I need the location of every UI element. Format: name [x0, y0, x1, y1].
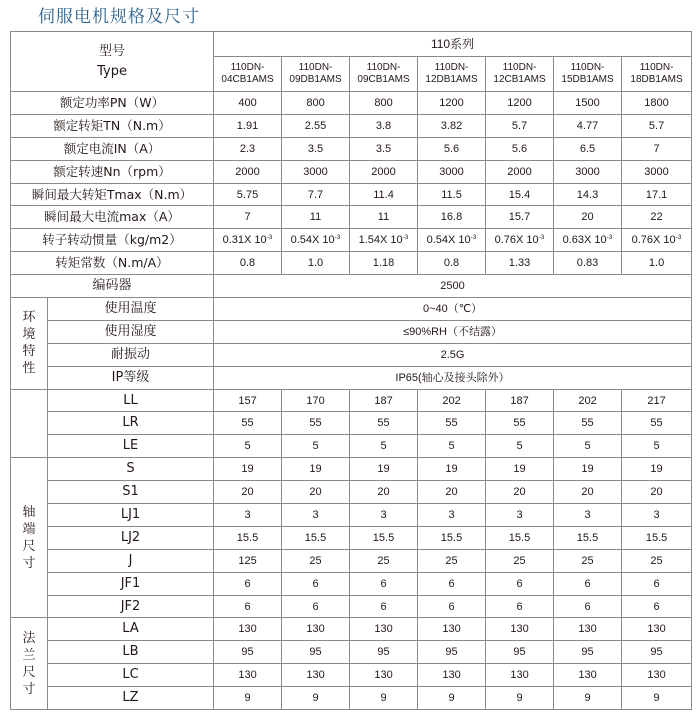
value-cell: 55: [214, 412, 282, 435]
value-cell: 125: [214, 549, 282, 572]
value-cell: 3: [486, 504, 554, 527]
value-cell: 19: [418, 458, 486, 481]
model-name-line1: 110DN-: [230, 62, 265, 73]
inertia-base: 0.76X 10: [494, 234, 539, 247]
value-cell: 3.5: [350, 137, 418, 160]
inertia-exponent: -3: [266, 234, 273, 242]
value-cell: 130: [418, 664, 486, 687]
value-cell: 55: [554, 412, 622, 435]
value-cell: 170: [282, 389, 350, 412]
inertia-base: 0.76X 10: [631, 234, 676, 247]
row-label: 瞬间最大电流max（A）: [11, 206, 214, 229]
value-cell: 20: [554, 481, 622, 504]
value-cell: 15.4: [486, 183, 554, 206]
model-name-cell: [622, 57, 692, 92]
row-label: LL: [48, 389, 214, 412]
value-cell: 9: [282, 687, 350, 710]
value-cell: 1200: [418, 92, 486, 115]
length-row: [11, 389, 692, 412]
value-cell: [622, 229, 692, 252]
model-name-line1: 110DN-: [366, 62, 401, 73]
row-label: 额定电流IN（A）: [11, 137, 214, 160]
value-cell: 20: [418, 481, 486, 504]
model-name-line2: 04CB1AMS: [221, 74, 274, 85]
value-cell: 11: [282, 206, 350, 229]
value-cell: 0.8: [214, 252, 282, 275]
value-cell: 7.7: [282, 183, 350, 206]
row-label: 耐振动: [48, 343, 214, 366]
shaft-row: [11, 458, 692, 481]
page-title: 伺服电机规格及尺寸: [38, 7, 200, 27]
row-label: LZ: [48, 687, 214, 710]
value-cell: 25: [282, 549, 350, 572]
value-cell: 20: [282, 481, 350, 504]
value-cell: 55: [282, 412, 350, 435]
value-cell: 400: [214, 92, 282, 115]
model-name-cell: [554, 57, 622, 92]
group-label-char: 法: [22, 630, 36, 646]
group-label-char: 端: [22, 521, 36, 537]
group-label-char: 尺: [22, 538, 36, 554]
type-header-cell: [11, 32, 214, 92]
value-cell: 19: [554, 458, 622, 481]
value-cell: 9: [418, 687, 486, 710]
group-label-char: 特: [22, 344, 36, 360]
value-cell: 3.8: [350, 114, 418, 137]
value-cell: 6: [214, 595, 282, 618]
value-cell: 16.8: [418, 206, 486, 229]
value-cell: 130: [418, 618, 486, 641]
value-cell: [554, 229, 622, 252]
value-cell: 55: [486, 412, 554, 435]
flange-group-label: [11, 618, 48, 710]
value-cell: 25: [350, 549, 418, 572]
model-name-cell: [282, 57, 350, 92]
value-cell: 15.5: [214, 526, 282, 549]
model-name-cell: [486, 57, 554, 92]
value-cell: 20: [350, 481, 418, 504]
value-cell: 6: [622, 572, 692, 595]
value-cell: 0.83: [554, 252, 622, 275]
inertia-exponent: -3: [538, 234, 545, 242]
model-name-line2: 12CB1AMS: [493, 74, 546, 85]
row-label: 转子转动惯量（kg/m2）: [11, 229, 214, 252]
value-cell: 3000: [418, 160, 486, 183]
row-label: JF2: [48, 595, 214, 618]
value-cell: 1800: [622, 92, 692, 115]
flange-row: [11, 618, 692, 641]
value-cell: 6: [554, 572, 622, 595]
shaft-row: [11, 595, 692, 618]
model-name-line2: 15DB1AMS: [561, 74, 614, 85]
value-cell: 1.0: [282, 252, 350, 275]
inertia-exponent: -3: [675, 234, 682, 242]
value-cell: 2.5G: [214, 343, 692, 366]
value-cell: 2000: [486, 160, 554, 183]
header-row: [11, 32, 692, 57]
value-cell: 130: [350, 664, 418, 687]
value-cell: 95: [214, 641, 282, 664]
blank-group-cell: [11, 389, 48, 458]
value-cell: 3: [622, 504, 692, 527]
value-cell: 11.5: [418, 183, 486, 206]
value-cell: 187: [486, 389, 554, 412]
group-label-char: 轴: [22, 504, 36, 520]
electrical-row: [11, 114, 692, 137]
value-cell: 5.6: [418, 137, 486, 160]
row-label: 使用湿度: [48, 320, 214, 343]
group-label-char: 寸: [22, 555, 36, 571]
row-label: LJ1: [48, 504, 214, 527]
value-cell: 22: [622, 206, 692, 229]
inertia-exponent: -3: [334, 234, 341, 242]
value-cell: 3: [554, 504, 622, 527]
value-cell: 7: [214, 206, 282, 229]
value-cell: 5: [214, 435, 282, 458]
flange-row: [11, 664, 692, 687]
value-cell: 130: [486, 664, 554, 687]
row-label: J: [48, 549, 214, 572]
value-cell: 5.7: [486, 114, 554, 137]
value-cell: 25: [622, 549, 692, 572]
row-label: LA: [48, 618, 214, 641]
inertia-exponent: -3: [606, 234, 613, 242]
shaft-row: [11, 481, 692, 504]
value-cell: 6: [350, 595, 418, 618]
electrical-row: [11, 137, 692, 160]
value-cell: 130: [282, 618, 350, 641]
value-cell: [486, 229, 554, 252]
type-header-cn: 型号: [99, 43, 126, 59]
value-cell: 5: [282, 435, 350, 458]
value-cell: 130: [622, 664, 692, 687]
value-cell: 2000: [350, 160, 418, 183]
electrical-row: [11, 183, 692, 206]
environment-group-label: [11, 298, 48, 390]
value-cell: 6: [282, 572, 350, 595]
value-cell: 1.91: [214, 114, 282, 137]
value-cell: 15.5: [554, 526, 622, 549]
flange-row: [11, 687, 692, 710]
inertia-base: 0.31X 10: [222, 234, 267, 247]
value-cell: 55: [622, 412, 692, 435]
value-cell: 217: [622, 389, 692, 412]
value-cell: 20: [554, 206, 622, 229]
value-cell: [350, 229, 418, 252]
row-label: S: [48, 458, 214, 481]
value-cell: 202: [554, 389, 622, 412]
environment-row: [11, 320, 692, 343]
inertia-base: 1.54X 10: [358, 234, 403, 247]
value-cell: 95: [350, 641, 418, 664]
row-label: 额定功率PN（W）: [11, 92, 214, 115]
value-cell: 3000: [622, 160, 692, 183]
value-cell: 2000: [214, 160, 282, 183]
value-cell: 5.6: [486, 137, 554, 160]
value-cell: [418, 229, 486, 252]
model-name-line2: 09CB1AMS: [357, 74, 410, 85]
row-label: IP等级: [48, 366, 214, 389]
shaft-row: [11, 526, 692, 549]
value-cell: 130: [622, 618, 692, 641]
row-label: LE: [48, 435, 214, 458]
model-name-line1: 110DN-: [639, 62, 674, 73]
value-cell: 7: [622, 137, 692, 160]
value-cell: 5: [418, 435, 486, 458]
model-name-line2: 12DB1AMS: [425, 74, 478, 85]
value-cell: 25: [554, 549, 622, 572]
inertia-exponent: -3: [470, 234, 477, 242]
value-cell: 130: [554, 618, 622, 641]
value-cell: 19: [214, 458, 282, 481]
value-cell: 95: [622, 641, 692, 664]
type-header-en: Type: [97, 63, 127, 79]
value-cell: 3: [282, 504, 350, 527]
value-cell: 6: [486, 595, 554, 618]
environment-row: [11, 366, 692, 389]
length-row: [11, 412, 692, 435]
value-cell: 202: [418, 389, 486, 412]
electrical-row: [11, 92, 692, 115]
value-cell: 2.3: [214, 137, 282, 160]
value-cell: 9: [214, 687, 282, 710]
value-cell: 95: [554, 641, 622, 664]
value-cell: 15.5: [282, 526, 350, 549]
row-label: S1: [48, 481, 214, 504]
value-cell: 1.18: [350, 252, 418, 275]
row-label: 瞬间最大转矩Tmax（N.m）: [11, 183, 214, 206]
value-cell: 3000: [282, 160, 350, 183]
value-cell: 6: [486, 572, 554, 595]
value-cell: 20: [214, 481, 282, 504]
value-cell: 20: [486, 481, 554, 504]
value-cell: 5: [486, 435, 554, 458]
value-cell: 3.82: [418, 114, 486, 137]
group-label-char: 环: [22, 310, 36, 326]
value-cell: 15.5: [622, 526, 692, 549]
value-cell: 5: [554, 435, 622, 458]
value-cell: 2500: [214, 275, 692, 298]
group-label-char: 境: [22, 327, 36, 343]
value-cell: 130: [214, 664, 282, 687]
row-label: LR: [48, 412, 214, 435]
value-cell: 3: [418, 504, 486, 527]
row-label: 使用温度: [48, 298, 214, 321]
torque-constant-row: [11, 252, 692, 275]
model-name-line1: 110DN-: [502, 62, 537, 73]
value-cell: 6: [282, 595, 350, 618]
value-cell: 1200: [486, 92, 554, 115]
model-name-line2: 18DB1AMS: [630, 74, 683, 85]
value-cell: 6.5: [554, 137, 622, 160]
value-cell: 95: [418, 641, 486, 664]
value-cell: ≤90%RH（不结露）: [214, 320, 692, 343]
value-cell: 187: [350, 389, 418, 412]
value-cell: 15.7: [486, 206, 554, 229]
row-label: 额定转速Nn（rpm）: [11, 160, 214, 183]
value-cell: 157: [214, 389, 282, 412]
value-cell: 130: [350, 618, 418, 641]
value-cell: 2.55: [282, 114, 350, 137]
model-name-cell: [214, 57, 282, 92]
value-cell: [282, 229, 350, 252]
spec-table: [10, 31, 692, 710]
group-label-char: 寸: [22, 681, 36, 697]
value-cell: 5: [350, 435, 418, 458]
value-cell: 95: [282, 641, 350, 664]
inertia-base: 0.63X 10: [562, 234, 607, 247]
value-cell: 15.5: [350, 526, 418, 549]
shaft-row: [11, 504, 692, 527]
group-label-char: 尺: [22, 664, 36, 680]
model-name-line2: 09DB1AMS: [289, 74, 342, 85]
row-label: 额定转矩TN（N.m）: [11, 114, 214, 137]
value-cell: 55: [418, 412, 486, 435]
model-name-cell: [350, 57, 418, 92]
value-cell: 5.75: [214, 183, 282, 206]
model-name-cell: [418, 57, 486, 92]
value-cell: 15.5: [486, 526, 554, 549]
value-cell: [214, 229, 282, 252]
length-row: [11, 435, 692, 458]
value-cell: 17.1: [622, 183, 692, 206]
electrical-row: [11, 160, 692, 183]
value-cell: 20: [622, 481, 692, 504]
value-cell: 0.8: [418, 252, 486, 275]
value-cell: 9: [486, 687, 554, 710]
environment-row: [11, 298, 692, 321]
row-label: LJ2: [48, 526, 214, 549]
value-cell: 1.0: [622, 252, 692, 275]
value-cell: 3.5: [282, 137, 350, 160]
value-cell: 130: [214, 618, 282, 641]
environment-row: [11, 343, 692, 366]
model-name-line1: 110DN-: [298, 62, 333, 73]
value-cell: 15.5: [418, 526, 486, 549]
inertia-exponent: -3: [402, 234, 409, 242]
group-label-char: 性: [22, 361, 36, 377]
model-name-line1: 110DN-: [570, 62, 605, 73]
value-cell: 4.77: [554, 114, 622, 137]
value-cell: 130: [554, 664, 622, 687]
value-cell: 55: [350, 412, 418, 435]
value-cell: 9: [622, 687, 692, 710]
value-cell: 9: [350, 687, 418, 710]
value-cell: 3: [350, 504, 418, 527]
encoder-row: [11, 275, 692, 298]
value-cell: 1500: [554, 92, 622, 115]
value-cell: 14.3: [554, 183, 622, 206]
value-cell: 95: [486, 641, 554, 664]
value-cell: 5: [622, 435, 692, 458]
value-cell: 800: [282, 92, 350, 115]
value-cell: 6: [418, 595, 486, 618]
value-cell: 9: [554, 687, 622, 710]
inertia-base: 0.54X 10: [290, 234, 335, 247]
row-label: 编码器: [11, 275, 214, 298]
value-cell: 6: [418, 572, 486, 595]
value-cell: 19: [622, 458, 692, 481]
shaft-row: [11, 572, 692, 595]
value-cell: 3: [214, 504, 282, 527]
value-cell: 130: [282, 664, 350, 687]
value-cell: 0~40（℃）: [214, 298, 692, 321]
row-label: 转矩常数（N.m/A）: [11, 252, 214, 275]
row-label: JF1: [48, 572, 214, 595]
value-cell: IP65(轴心及接头除外）: [214, 366, 692, 389]
row-label: LB: [48, 641, 214, 664]
value-cell: 19: [486, 458, 554, 481]
group-label-char: 兰: [22, 647, 36, 663]
value-cell: 6: [622, 595, 692, 618]
value-cell: 5.7: [622, 114, 692, 137]
series-header: 110系列: [214, 32, 692, 57]
value-cell: 3000: [554, 160, 622, 183]
value-cell: 11.4: [350, 183, 418, 206]
shaft-group-label: [11, 458, 48, 618]
value-cell: 130: [486, 618, 554, 641]
model-name-line1: 110DN-: [434, 62, 469, 73]
value-cell: 25: [486, 549, 554, 572]
value-cell: 6: [554, 595, 622, 618]
row-label: LC: [48, 664, 214, 687]
flange-row: [11, 641, 692, 664]
electrical-row: [11, 206, 692, 229]
value-cell: 800: [350, 92, 418, 115]
value-cell: 6: [350, 572, 418, 595]
value-cell: 19: [282, 458, 350, 481]
value-cell: 11: [350, 206, 418, 229]
inertia-row: [11, 229, 692, 252]
inertia-base: 0.54X 10: [426, 234, 471, 247]
shaft-row: [11, 549, 692, 572]
value-cell: 6: [214, 572, 282, 595]
value-cell: 25: [418, 549, 486, 572]
value-cell: 19: [350, 458, 418, 481]
value-cell: 1.33: [486, 252, 554, 275]
